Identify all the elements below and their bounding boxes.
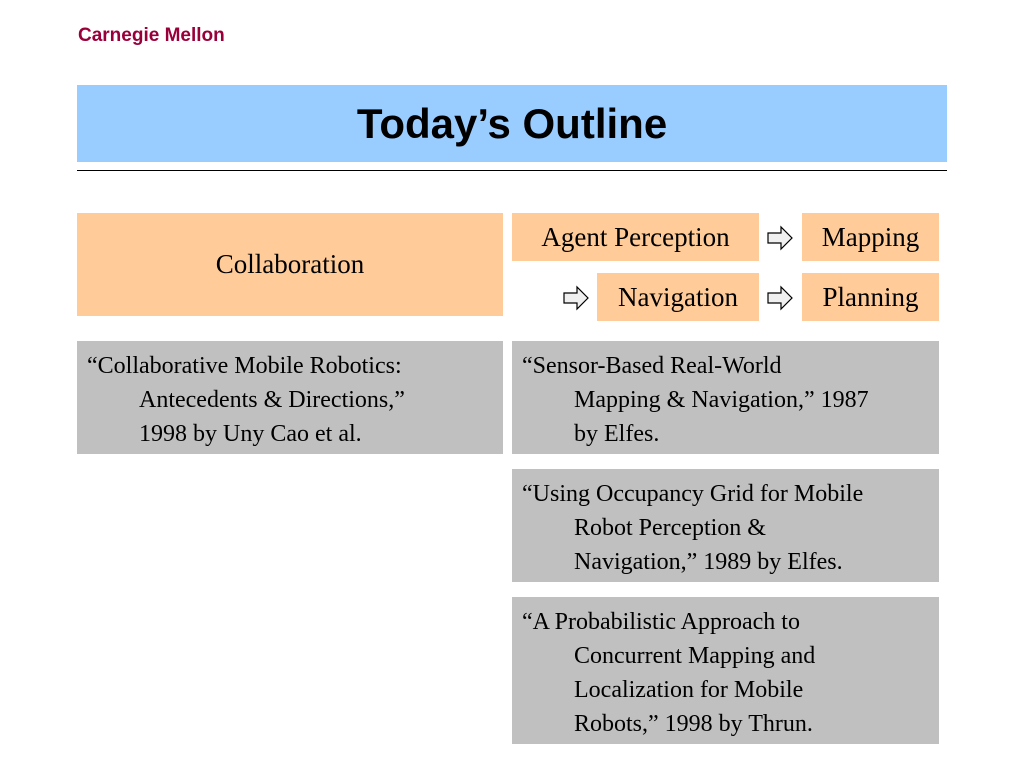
paper-line: Navigation,” 1989 by Elfes. bbox=[574, 549, 843, 575]
paper-line: Localization for Mobile bbox=[574, 677, 804, 703]
paper-line: by Elfes. bbox=[574, 421, 660, 447]
paper-line: “Using Occupancy Grid for Mobile bbox=[522, 481, 864, 507]
paper-line: “A Probabilistic Approach to bbox=[522, 609, 800, 635]
paper-line: “Sensor-Based Real-World bbox=[522, 353, 782, 379]
paper-line: Mapping & Navigation,” 1987 bbox=[574, 387, 869, 413]
title-banner bbox=[77, 85, 947, 162]
topic-agent-perception: Agent Perception bbox=[512, 213, 759, 261]
topic-planning: Planning bbox=[802, 273, 939, 321]
paper-line: Robot Perception & bbox=[574, 515, 766, 541]
paper-sensor-based-mapping bbox=[512, 341, 939, 454]
topic-mapping: Mapping bbox=[802, 213, 939, 261]
right-arrow-icon bbox=[766, 284, 794, 312]
right-arrow-icon bbox=[766, 224, 794, 252]
title-divider bbox=[77, 170, 947, 171]
paper-collaborative-robotics bbox=[77, 341, 503, 454]
paper-line: Concurrent Mapping and bbox=[574, 643, 816, 669]
topic-collaboration: Collaboration bbox=[77, 213, 503, 316]
paper-line: “Collaborative Mobile Robotics: bbox=[87, 353, 402, 379]
right-arrow-icon bbox=[562, 284, 590, 312]
brand-logo-text: Carnegie Mellon bbox=[78, 25, 225, 46]
paper-line: 1998 by Uny Cao et al. bbox=[139, 421, 362, 447]
paper-line: Antecedents & Directions,” bbox=[139, 387, 405, 413]
paper-line: Robots,” 1998 by Thrun. bbox=[574, 711, 813, 737]
page-title: Today’s Outline bbox=[356, 99, 668, 147]
paper-occupancy-grid bbox=[512, 469, 939, 582]
topic-navigation: Navigation bbox=[597, 273, 759, 321]
paper-probabilistic-approach bbox=[512, 597, 939, 744]
